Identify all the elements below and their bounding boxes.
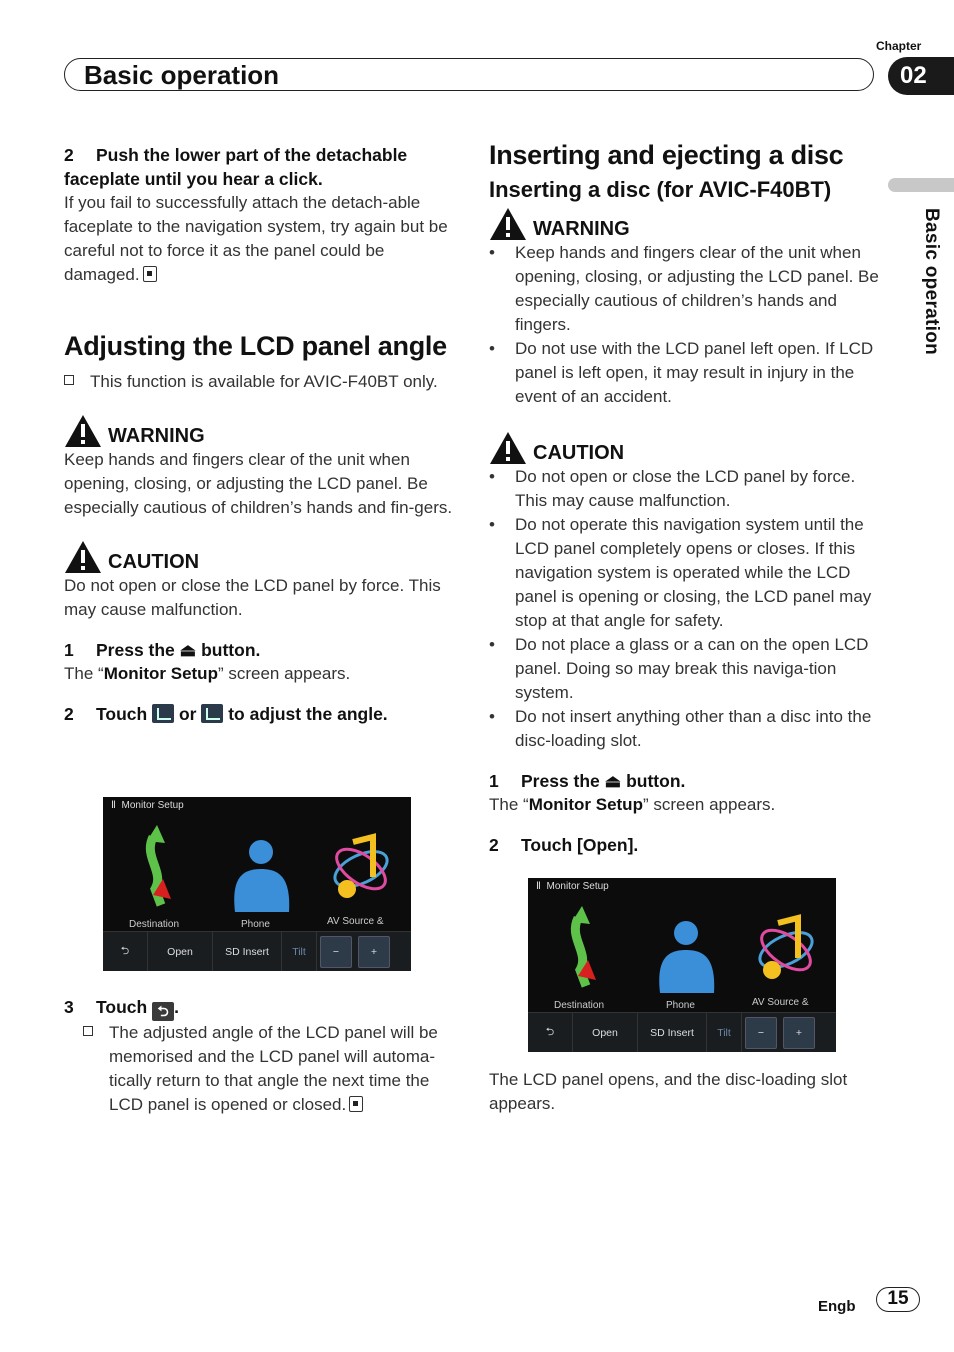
- back-icon: ⮌: [152, 1002, 174, 1021]
- tilt-minus-button[interactable]: −: [745, 1017, 777, 1049]
- availability-note: [64, 370, 456, 394]
- list-item: • Do not open or close the LCD panel by force. This may cause malfunction.: [489, 465, 881, 513]
- caution-heading: [489, 431, 881, 465]
- tilt-down-icon: [152, 704, 174, 723]
- open-button[interactable]: Open: [148, 932, 213, 971]
- chapter-label: Chapter: [876, 39, 922, 53]
- tilt-plus-button[interactable]: +: [783, 1017, 815, 1049]
- step-1-body: [64, 662, 456, 686]
- menu-icons: [103, 817, 411, 929]
- chapter-number: 02: [888, 57, 954, 95]
- step-2-adjust-angle: [64, 702, 456, 726]
- step-2-body: [64, 191, 456, 287]
- note-box-icon: [64, 375, 74, 385]
- step-number: 2: [64, 145, 74, 165]
- monitor-setup-screen-left: [103, 797, 411, 971]
- step-3-note: [83, 1021, 456, 1117]
- step-number: 2: [489, 835, 499, 855]
- step-text: Press the: [96, 640, 175, 660]
- step-2-faceplate: [64, 143, 456, 191]
- tilt-label: Tilt: [282, 932, 317, 971]
- caution-text: Do not open or close the LCD panel by force. This may cause malfunction.: [64, 576, 441, 619]
- side-tab-label: Basic operation: [921, 208, 942, 356]
- left-column-lower: [64, 995, 456, 1117]
- warning-label: WARNING: [533, 218, 630, 240]
- tilt-plus-button[interactable]: +: [358, 936, 390, 968]
- step-1-press-eject: [64, 638, 456, 662]
- screen-title-text: Monitor Setup: [121, 800, 184, 811]
- caution-label: CAUTION: [108, 551, 200, 573]
- list-item: • Do not insert anything other than a disc into the disc-loading slot.: [489, 705, 881, 753]
- section-header-title: Basic operation: [84, 60, 280, 90]
- phone-person-icon: [674, 921, 698, 945]
- note-text: The adjusted angle of the LCD panel will be memorised and the LCD panel will automa-tically return to that angle the next time the LCD panel is opened or closed.: [109, 1023, 438, 1114]
- step-text-end: button.: [626, 771, 686, 791]
- monitor-setup-screen-right: [528, 878, 836, 1052]
- end-mark-icon: [143, 266, 157, 282]
- eject-icon: ⏏: [179, 640, 197, 660]
- body-text: The “: [489, 795, 529, 814]
- step-number: 1: [489, 771, 499, 791]
- note-text: This function is available for AVIC-F40BT only.: [90, 372, 438, 391]
- av-source-label: AV Source &: [752, 997, 809, 1008]
- phone-label: Phone: [666, 1000, 695, 1011]
- sd-insert-button[interactable]: SD Insert: [638, 1013, 707, 1052]
- note-box-icon: [83, 1026, 93, 1036]
- step-number: 2: [64, 704, 74, 724]
- av-source-label: AV Source &: [327, 916, 384, 927]
- step-text: Touch [Open].: [521, 835, 639, 855]
- step-1-body: [489, 793, 881, 817]
- caution-list: [489, 465, 881, 753]
- step-text-end: to adjust the angle.: [228, 704, 388, 724]
- back-button[interactable]: ⮌: [103, 932, 148, 971]
- step-1-press-eject: [489, 769, 881, 793]
- list-item: • Do not use with the LCD panel left open. If LCD panel is left open, it may result in injury in the event of an accident.: [489, 337, 881, 409]
- step-text-end: button.: [201, 640, 261, 660]
- step-text-or: or: [178, 704, 197, 724]
- right-column: [489, 140, 881, 857]
- warning-triangle-icon: [489, 207, 527, 241]
- step-text: Touch: [96, 997, 148, 1017]
- tilt-up-icon: [201, 704, 223, 723]
- step-text: Push the lower part of the detachable faceplate until you hear a click.: [64, 145, 408, 189]
- monitor-setup-term: Monitor Setup: [528, 795, 643, 814]
- step-number: 3: [64, 997, 74, 1017]
- warning-label: WARNING: [108, 425, 205, 447]
- warning-text: Keep hands and fingers clear of the unit when opening, closing, or adjusting the LCD panel. Be especially cautious of children’s hands and fin-gers.: [64, 450, 453, 517]
- step-text-end: .: [174, 997, 179, 1017]
- page-number: 15: [876, 1287, 920, 1312]
- phone-person-icon: [249, 840, 273, 864]
- tilt-minus-button[interactable]: −: [320, 936, 352, 968]
- open-button[interactable]: Open: [573, 1013, 638, 1052]
- menu-icons: [528, 898, 836, 1010]
- left-column: [64, 143, 456, 726]
- screen-button-bar: [528, 1012, 836, 1052]
- step-text: Press the: [521, 771, 600, 791]
- phone-label: Phone: [241, 919, 270, 930]
- sd-insert-button[interactable]: SD Insert: [213, 932, 282, 971]
- section-title-disc: Inserting and ejecting a disc: [489, 140, 844, 170]
- screen-title-text: Monitor Setup: [546, 881, 609, 892]
- step-text: Touch: [96, 704, 148, 724]
- screen-title: Ⅱ Monitor Setup: [111, 800, 184, 811]
- monitor-setup-term: Monitor Setup: [103, 664, 218, 683]
- language-code: Engb: [818, 1298, 856, 1315]
- step-2-body-text: If you fail to successfully attach the detach-able faceplate to the navigation system, try again but be careful not to force it as the panel could be damaged.: [64, 193, 448, 284]
- warning-triangle-icon: [64, 414, 102, 448]
- warning-heading: [64, 414, 456, 448]
- tilt-label: Tilt: [707, 1013, 742, 1052]
- caution-label: CAUTION: [533, 442, 625, 464]
- body-text: The “: [64, 664, 104, 683]
- warning-heading: [489, 207, 881, 241]
- result-text: The LCD panel opens, and the disc-loading slot appears.: [489, 1070, 848, 1113]
- step-3-touch-back: [64, 995, 456, 1021]
- body-text-end: ” screen appears.: [217, 664, 351, 683]
- destination-label: Destination: [129, 919, 180, 930]
- list-item: • Do not place a glass or a can on the open LCD panel. Doing so may break this naviga-tion system.: [489, 633, 881, 705]
- step-number: 1: [64, 640, 74, 660]
- caution-heading: [64, 540, 456, 574]
- screen-title: Ⅱ Monitor Setup: [536, 881, 609, 892]
- subsection-title-insert: Inserting a disc (for AVIC-F40BT): [489, 177, 832, 202]
- back-button[interactable]: ⮌: [528, 1013, 573, 1052]
- list-item: • Keep hands and fingers clear of the unit when opening, closing, or adjusting the LCD panel. Be especially cautious of children’s hands and fingers.: [489, 241, 881, 337]
- body-text-end: ” screen appears.: [642, 795, 776, 814]
- destination-label: Destination: [554, 1000, 605, 1011]
- list-item: • Do not operate this navigation system until the LCD panel completely opens or closes. If this navigation system is operated while the LCD panel is opening or closing, the LCD panel may stop at that angle for safety.: [489, 513, 881, 633]
- step-2-touch-open: [489, 833, 881, 857]
- warning-list: [489, 241, 881, 409]
- screen-button-bar: [103, 931, 411, 971]
- eject-icon: ⏏: [604, 771, 622, 791]
- caution-triangle-icon: [64, 540, 102, 574]
- end-mark-icon: [349, 1096, 363, 1112]
- side-tab-marker: [888, 178, 954, 192]
- caution-triangle-icon: [489, 431, 527, 465]
- section-title-lcd-angle: Adjusting the LCD panel angle: [64, 331, 447, 361]
